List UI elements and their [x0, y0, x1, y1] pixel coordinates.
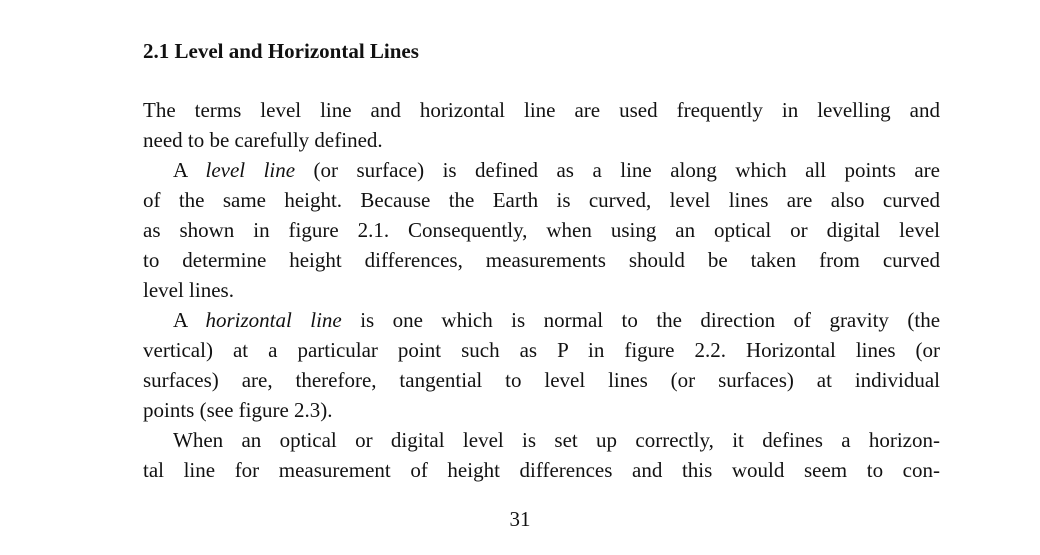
text-fragment: is one which is normal to the direction of gravity (the	[360, 308, 941, 332]
text-line: When an optical or digital level is set up correctly, it defines a horizon-	[173, 428, 940, 452]
text-line: surfaces) are, therefore, tangential to level lines (or surfaces) at individual	[143, 368, 940, 392]
paragraph-2	[143, 155, 940, 305]
text-line: of the same height. Because the Earth is curved, level lines are also curved	[143, 188, 940, 212]
text-line: as shown in figure 2.1. Consequently, when using an optical or digital level	[143, 218, 940, 242]
text-line: level lines.	[143, 278, 234, 302]
page-number: 31	[509, 507, 531, 531]
defined-term-horizontal-line: horizontal line	[205, 308, 342, 332]
text-line: The terms level line and horizontal line are used frequently in levelling and	[143, 98, 940, 122]
text-line	[143, 155, 940, 185]
paragraph-3	[143, 305, 940, 425]
text-fragment: (or surface) is defined as a line along which all points are	[313, 158, 941, 182]
defined-term-level-line: level line	[205, 158, 296, 182]
text-fragment: A	[173, 158, 188, 182]
paragraph-4	[143, 425, 940, 485]
paragraph-1	[143, 95, 940, 155]
text-line: vertical) at a particular point such as P in figure 2.2. Horizontal lines (or	[143, 338, 940, 362]
text-line: to determine height differences, measurements should be taken from curved	[143, 248, 940, 272]
text-fragment: A	[173, 308, 188, 332]
section-heading: 2.1 Level and Horizontal Lines	[143, 39, 419, 63]
text-line	[143, 305, 940, 335]
text-line: tal line for measurement of height differences and this would seem to con-	[143, 458, 940, 482]
text-line: need to be carefully defined.	[143, 128, 383, 152]
body-text	[143, 95, 940, 485]
text-line: points (see figure 2.3).	[143, 398, 333, 422]
